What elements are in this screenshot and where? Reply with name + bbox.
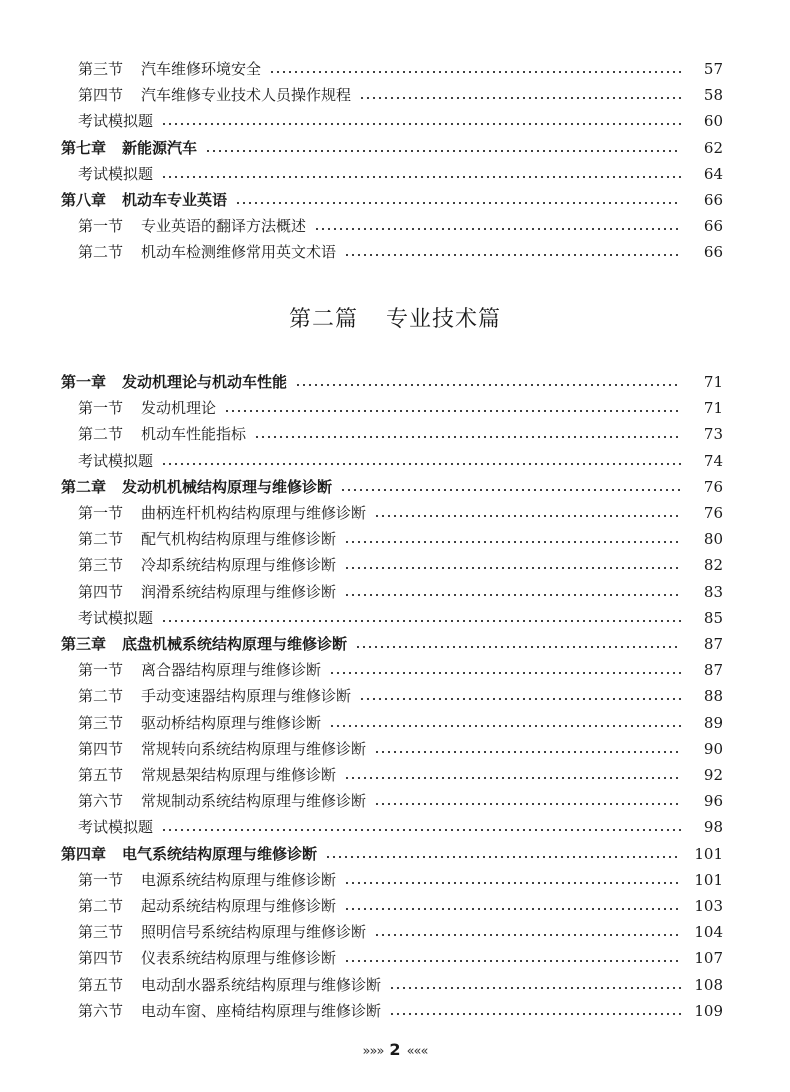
- toc-entry-label: [61, 841, 317, 867]
- section-number: 第一节: [78, 870, 124, 889]
- toc-entry-section[interactable]: [0, 762, 790, 788]
- entry-title: 仪表系统结构原理与维修诊断: [141, 949, 337, 968]
- entry-title: 考试模拟题: [78, 608, 154, 627]
- toc-entry-section[interactable]: [0, 683, 790, 709]
- page-number-ref: 101: [694, 870, 723, 889]
- entry-title: 电气系统结构原理与维修诊断: [122, 844, 318, 863]
- toc-entry-label: [78, 788, 366, 814]
- entry-title: 发动机理论: [141, 399, 217, 418]
- toc-entry-label: [78, 814, 153, 840]
- toc-entry-section[interactable]: [0, 867, 790, 893]
- section-number: 第一节: [78, 217, 124, 236]
- page-number-ref: 80: [703, 530, 723, 549]
- toc-entry-label: [78, 421, 246, 447]
- page-number-ref: 90: [703, 739, 723, 758]
- toc-entry-label: [78, 82, 351, 108]
- entry-title: 离合器结构原理与维修诊断: [141, 661, 322, 680]
- part-name: 专业技术篇: [386, 307, 502, 332]
- section-number: 第一节: [78, 399, 124, 418]
- footer-right-arrows: «««: [406, 1044, 428, 1059]
- section-number: 第四节: [78, 949, 124, 968]
- toc-entry-label: [78, 867, 336, 893]
- part-number: 第二篇: [288, 307, 358, 332]
- toc-entry-label: [78, 579, 336, 605]
- page-number-ref: 98: [703, 818, 723, 837]
- page-number-ref: 87: [703, 635, 723, 653]
- section-number: 第一节: [78, 504, 124, 522]
- dot-leader: [389, 987, 681, 989]
- entry-title: 机动车检测维修常用英文术语: [141, 243, 337, 262]
- page-number-ref: 88: [703, 687, 723, 706]
- chapter-number: 第八章: [61, 191, 107, 209]
- chapter-number: 第四章: [61, 844, 107, 863]
- page-footer: [0, 1040, 790, 1059]
- dot-leader: [329, 672, 681, 674]
- section-number: 第二节: [78, 425, 124, 444]
- dot-leader: [355, 646, 681, 648]
- toc-entry-label: [61, 135, 197, 161]
- page-number-ref: 103: [694, 897, 723, 915]
- entry-title: 机动车专业英语: [122, 191, 228, 209]
- toc-entry-exam[interactable]: [0, 161, 790, 187]
- dot-leader: [344, 777, 681, 779]
- toc-entry-section[interactable]: [0, 526, 790, 552]
- dot-leader: [374, 515, 681, 517]
- toc-entry-section[interactable]: [0, 945, 790, 971]
- toc-entry-exam[interactable]: [0, 448, 790, 474]
- dot-leader: [344, 254, 681, 256]
- section-number: 第三节: [78, 556, 124, 575]
- dot-leader: [344, 567, 681, 569]
- chapter-number: 第二章: [61, 477, 107, 496]
- dot-leader: [161, 620, 681, 622]
- entry-title: 常规制动系统结构原理与维修诊断: [141, 792, 367, 811]
- entry-title: 驱动桥结构原理与维修诊断: [141, 713, 322, 732]
- toc-entry-label: [78, 893, 336, 919]
- toc-entry-section[interactable]: [0, 239, 790, 265]
- section-number: 第二节: [78, 243, 124, 262]
- toc-entry-label: [78, 945, 336, 971]
- entry-title: 电源系统结构原理与维修诊断: [141, 870, 337, 889]
- toc-entry-label: [78, 683, 351, 709]
- toc-entry-label: [78, 998, 381, 1024]
- page-number-ref: 87: [703, 661, 723, 680]
- toc-entry-label: [78, 161, 153, 187]
- toc-entry-section[interactable]: [0, 213, 790, 239]
- page-number-ref: 71: [703, 373, 723, 391]
- toc-entry-label: [78, 657, 321, 683]
- section-number: 第四节: [78, 86, 124, 105]
- toc-entry-label: [61, 369, 287, 395]
- entry-title: 配气机构结构原理与维修诊断: [141, 530, 337, 549]
- page-number-ref: 109: [694, 1001, 723, 1020]
- dot-leader: [314, 228, 681, 230]
- toc-entry-section[interactable]: [0, 736, 790, 762]
- page-number-ref: 71: [703, 399, 723, 418]
- dot-leader: [325, 856, 681, 858]
- entry-title: 汽车维修专业技术人员操作规程: [141, 86, 352, 105]
- toc-entry-section[interactable]: [0, 500, 790, 526]
- toc-entry-label: [78, 56, 261, 82]
- page-number-ref: 57: [703, 60, 723, 78]
- toc-entry-chapter[interactable]: [0, 187, 790, 213]
- entry-title: 起动系统结构原理与维修诊断: [141, 897, 337, 915]
- dot-leader: [295, 384, 681, 386]
- section-number: 第四节: [78, 582, 124, 601]
- page-number-ref: 89: [703, 713, 723, 732]
- dot-leader: [224, 410, 681, 412]
- page-number-ref: 76: [703, 477, 723, 496]
- entry-title: 手动变速器结构原理与维修诊断: [141, 687, 352, 706]
- dot-leader: [205, 150, 681, 152]
- dot-leader: [359, 97, 681, 99]
- toc-entry-label: [78, 552, 336, 578]
- dot-leader: [161, 123, 681, 125]
- toc-entry-label: [78, 736, 366, 762]
- page-number-ref: 73: [703, 425, 723, 444]
- toc-entry-section[interactable]: [0, 579, 790, 605]
- toc-entry-label: [61, 187, 227, 213]
- toc-entry-label: [78, 108, 153, 134]
- toc-entry-label: [61, 474, 332, 500]
- toc-entry-exam[interactable]: [0, 814, 790, 840]
- page-number-ref: 101: [694, 844, 723, 863]
- toc-entry-section[interactable]: [0, 395, 790, 421]
- page-number-ref: 85: [703, 608, 723, 627]
- section-number: 第二节: [78, 897, 124, 915]
- page-number-ref: 76: [703, 504, 723, 522]
- toc-entry-section[interactable]: [0, 657, 790, 683]
- dot-leader: [269, 71, 681, 73]
- entry-title: 考试模拟题: [78, 164, 154, 183]
- chapter-number: 第三章: [61, 635, 107, 653]
- entry-title: 常规悬架结构原理与维修诊断: [141, 766, 337, 784]
- toc-entry-section[interactable]: [0, 552, 790, 578]
- page-number: 2: [389, 1040, 401, 1059]
- entry-title: 考试模拟题: [78, 451, 154, 470]
- page-number-ref: 108: [694, 975, 723, 994]
- section-number: 第六节: [78, 792, 124, 811]
- entry-title: 底盘机械系统结构原理与维修诊断: [122, 635, 348, 653]
- toc-entry-label: [78, 213, 306, 239]
- dot-leader: [329, 725, 681, 727]
- section-number: 第五节: [78, 975, 124, 994]
- dot-leader: [254, 436, 681, 438]
- toc-entry-label: [61, 631, 347, 657]
- dot-leader: [374, 751, 681, 753]
- page-number-ref: 107: [694, 949, 723, 968]
- entry-title: 汽车维修环境安全: [141, 60, 262, 78]
- page-number-ref: 74: [703, 451, 723, 470]
- chapter-number: 第一章: [61, 373, 107, 391]
- toc-entry-section[interactable]: [0, 972, 790, 998]
- toc-entry-exam[interactable]: [0, 605, 790, 631]
- toc-entry-section[interactable]: [0, 82, 790, 108]
- part-heading: [0, 302, 790, 333]
- entry-title: 电动刮水器系统结构原理与维修诊断: [141, 975, 382, 994]
- dot-leader: [340, 489, 681, 491]
- entry-title: 机动车性能指标: [141, 425, 247, 444]
- dot-leader: [374, 803, 681, 805]
- page-number-ref: 66: [703, 191, 723, 209]
- entry-title: 常规转向系统结构原理与维修诊断: [141, 739, 367, 758]
- section-number: 第三节: [78, 713, 124, 732]
- toc-entry-label: [78, 239, 336, 265]
- page-number-ref: 104: [694, 923, 723, 942]
- dot-leader: [344, 908, 681, 910]
- page-number-ref: 60: [703, 112, 723, 131]
- toc-entry-label: [78, 919, 366, 945]
- toc-entry-label: [78, 395, 216, 421]
- toc-entry-label: [78, 448, 153, 474]
- section-number: 第三节: [78, 923, 124, 942]
- toc-entry-chapter[interactable]: [0, 474, 790, 500]
- toc-entry-chapter[interactable]: [0, 841, 790, 867]
- toc-entry-section[interactable]: [0, 421, 790, 447]
- page-number-ref: 62: [703, 138, 723, 157]
- dot-leader: [161, 463, 681, 465]
- dot-leader: [359, 698, 681, 700]
- dot-leader: [344, 960, 681, 962]
- entry-title: 照明信号系统结构原理与维修诊断: [141, 923, 367, 942]
- section-number: 第一节: [78, 661, 124, 680]
- dot-leader: [235, 202, 681, 204]
- entry-title: 冷却系统结构原理与维修诊断: [141, 556, 337, 575]
- dot-leader: [344, 882, 681, 884]
- page-number-ref: 96: [703, 792, 723, 811]
- toc-entry-section[interactable]: [0, 788, 790, 814]
- toc-entry-label: [78, 710, 321, 736]
- section-number: 第二节: [78, 687, 124, 706]
- toc-entry-section[interactable]: [0, 998, 790, 1024]
- dot-leader: [161, 176, 681, 178]
- dot-leader: [374, 934, 681, 936]
- toc-entry-label: [78, 605, 153, 631]
- page-number-ref: 64: [703, 164, 723, 183]
- page-number-ref: 83: [703, 582, 723, 601]
- toc-entry-section[interactable]: [0, 893, 790, 919]
- dot-leader: [344, 541, 681, 543]
- toc-entry-section[interactable]: [0, 919, 790, 945]
- entry-title: 润滑系统结构原理与维修诊断: [141, 582, 337, 601]
- toc-entry-section[interactable]: [0, 710, 790, 736]
- toc-entry-chapter[interactable]: [0, 369, 790, 395]
- section-number: 第六节: [78, 1001, 124, 1020]
- toc-entry-label: [78, 500, 366, 526]
- dot-leader: [389, 1013, 681, 1015]
- footer-left-arrows: »»»: [362, 1044, 384, 1059]
- entry-title: 曲柄连杆机构结构原理与维修诊断: [141, 504, 367, 522]
- entry-title: 发动机机械结构原理与维修诊断: [122, 477, 333, 496]
- page-number-ref: 66: [703, 243, 723, 262]
- section-number: 第三节: [78, 60, 124, 78]
- toc-entry-exam[interactable]: [0, 108, 790, 134]
- page-number-ref: 58: [703, 86, 723, 105]
- entry-title: 新能源汽车: [122, 138, 198, 157]
- entry-title: 电动车窗、座椅结构原理与维修诊断: [141, 1001, 382, 1020]
- entry-title: 考试模拟题: [78, 818, 154, 837]
- toc-entry-label: [78, 762, 336, 788]
- toc-entry-chapter[interactable]: [0, 631, 790, 657]
- toc-entry-label: [78, 972, 381, 998]
- toc-entry-label: [78, 526, 336, 552]
- dot-leader: [344, 594, 681, 596]
- chapter-number: 第七章: [61, 138, 107, 157]
- section-number: 第四节: [78, 739, 124, 758]
- section-number: 第五节: [78, 766, 124, 784]
- section-number: 第二节: [78, 530, 124, 549]
- page-number-ref: 82: [703, 556, 723, 575]
- entry-title: 发动机理论与机动车性能: [122, 373, 288, 391]
- toc-entry-chapter[interactable]: [0, 135, 790, 161]
- page-number-ref: 92: [703, 766, 723, 784]
- entry-title: 考试模拟题: [78, 112, 154, 131]
- dot-leader: [161, 829, 681, 831]
- entry-title: 专业英语的翻译方法概述: [141, 217, 307, 236]
- toc-entry-section[interactable]: [0, 56, 790, 82]
- page-number-ref: 66: [703, 217, 723, 236]
